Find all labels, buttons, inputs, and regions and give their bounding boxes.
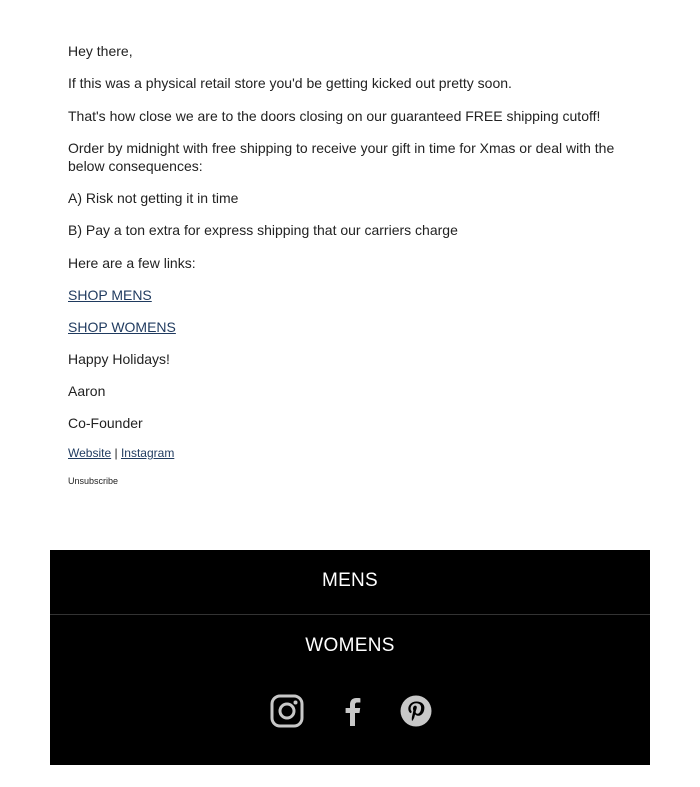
shop-mens-paragraph	[68, 286, 638, 304]
instagram-link[interactable]: Instagram	[120, 446, 175, 460]
cutoff-line: That's how close we are to the doors closing on our guaranteed FREE shipping cutoff!	[68, 108, 601, 124]
link-separator: |	[114, 446, 118, 460]
unsubscribe-link[interactable]: Unsubscribe	[68, 476, 119, 486]
shop-womens-paragraph	[68, 318, 638, 336]
unsubscribe-paragraph	[68, 475, 638, 487]
signature-links	[68, 445, 638, 461]
greeting: Hey there,	[68, 43, 133, 59]
footer-mens-link[interactable]: MENS	[321, 570, 379, 591]
instagram-icon[interactable]	[269, 693, 305, 729]
option-b: B) Pay a ton extra for express shipping that our carriers charge	[68, 222, 458, 238]
sender-name: Aaron	[68, 383, 106, 399]
footer-nav	[50, 550, 650, 765]
shop-womens-link[interactable]: SHOP WOMENS	[68, 319, 176, 335]
website-link[interactable]: Website	[68, 446, 112, 460]
links-intro: Here are a few links:	[68, 255, 196, 271]
intro-line: If this was a physical retail store you'd be getting kicked out pretty soon.	[68, 75, 512, 91]
order-line: Order by midnight with free shipping to receive your gift in time for Xmas or deal with the below consequences:	[68, 140, 615, 174]
sender-title: Co-Founder	[68, 415, 143, 431]
sign-off: Happy Holidays!	[68, 351, 170, 367]
shop-mens-link[interactable]: SHOP MENS	[68, 287, 152, 303]
footer-divider	[50, 614, 650, 615]
option-a: A) Risk not getting it in time	[68, 190, 239, 206]
pinterest-icon[interactable]	[398, 693, 434, 729]
facebook-icon[interactable]	[335, 693, 371, 729]
footer-womens-link[interactable]: WOMENS	[305, 635, 395, 656]
